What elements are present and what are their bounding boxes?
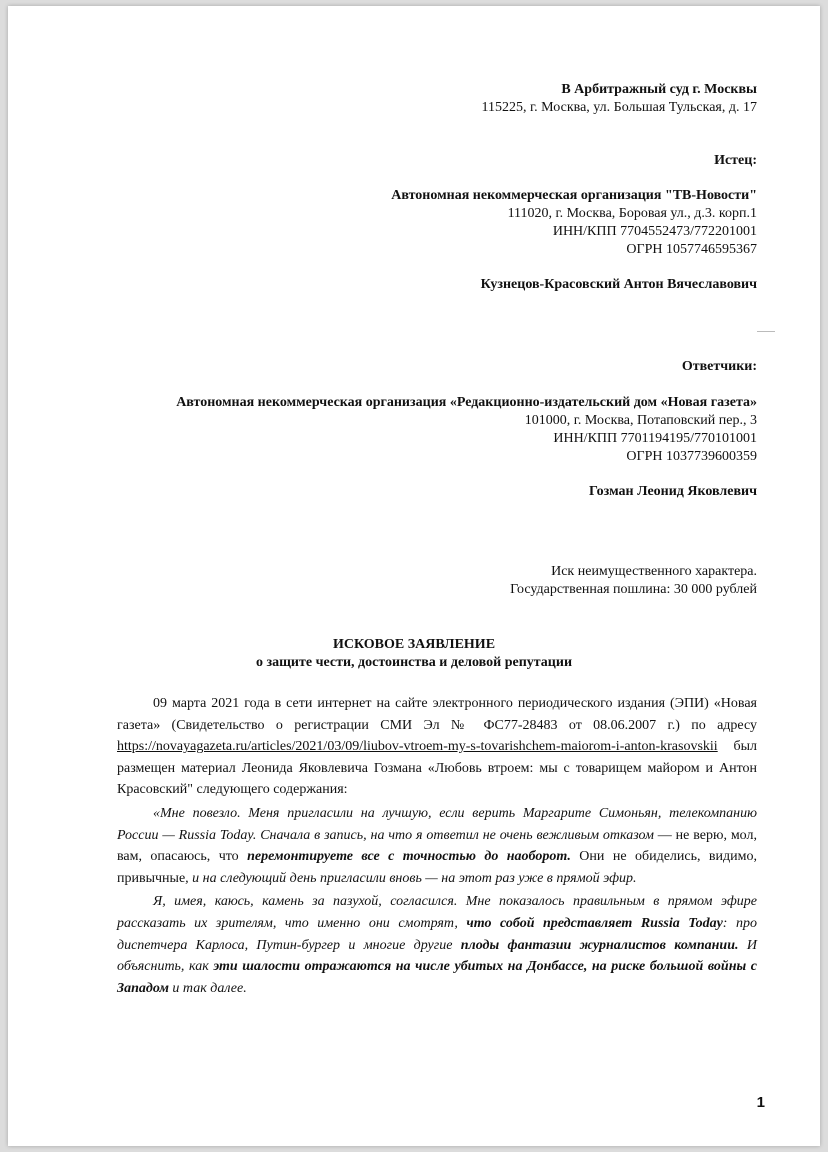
quote-text: , и на следующий день пригласили вновь — на этот раз уже в прямой эфир. (185, 870, 637, 886)
quote-paragraph-2 (117, 891, 757, 999)
plaintiff1-inn: ИНН/КПП 7704552473/772201001 (552, 224, 757, 239)
claim-type: Иск неимущественного характера. (551, 564, 757, 579)
plaintiff1-name: Автономная некоммерческая организация "ТВ-Новости" (391, 188, 757, 203)
court-address: 115225, г. Москва, ул. Большая Тульская, д. 17 (481, 100, 757, 115)
scan-mark (757, 331, 775, 332)
plaintiff1-ogrn: ОГРН 1057746595367 (626, 242, 757, 257)
paragraph-text: 09 марта 2021 года в сети интернет на сайте электронного периодического издания (ЭПИ) «Новая газета» (Свидетельство о регистрации СМИ Эл № ФС77-28483 от 08.06.2007 г.) по адресу (117, 696, 757, 733)
quote-paragraph-1 (117, 803, 757, 889)
plaintiffs-header: Истец: (714, 153, 757, 168)
state-fee: Государственная пошлина: 30 000 рублей (510, 582, 757, 597)
defendant1-inn: ИНН/КПП 7701194195/770101001 (553, 431, 757, 446)
court-name: В Арбитражный суд г. Москвы (561, 82, 757, 97)
quote-text: И объяснить, как (117, 937, 757, 975)
quote-text: Они не обиделись, видимо, привычные (117, 849, 757, 886)
defendant1-address: 101000, г. Москва, Потаповский пер., 3 (524, 413, 757, 428)
document-subtitle: о защите чести, достоинства и деловой репутации (255, 655, 573, 670)
quote-text: и так далее. (168, 980, 247, 996)
paragraph-text: был размещен материал Леонида Яковлевича Гозмана «Любовь втроем: мы с товарищем майором и Антон Красовский" следующего содержания: (117, 739, 757, 798)
document-title: ИСКОВОЕ ЗАЯВЛЕНИЕ (332, 637, 496, 652)
quote-emphasis: что собой представляет Russia Today (466, 915, 723, 931)
quote-emphasis: перемонтируете все с точностью до наоборот. (247, 849, 571, 865)
defendant1-name: Автономная некоммерческая организация «Редакционно-издательский дом «Новая газета» (176, 395, 757, 410)
plaintiff1-address: 111020, г. Москва, Боровая ул., д.3. корп.1 (507, 206, 757, 221)
plaintiff2-name: Кузнецов-Красовский Антон Вячеславович (480, 277, 757, 292)
quote-text: — не верю, мол, вам, опасаюсь, что (117, 827, 757, 865)
quote-text: «Мне повезло. Меня пригласили на лучшую, если верить Маргарите Симоньян, телекомпанию России — Russia Today. Сначала в запись, на что я ответил не очень вежливым отказом (117, 805, 757, 843)
article-link[interactable]: https://novayagazeta.ru/articles/2021/03/09/liubov-vtroem-my-s-tovarishchem-maiorom-i-anton-krasovskii (117, 739, 718, 755)
defendants-header: Ответчики: (681, 359, 757, 374)
page-number: 1 (756, 1094, 765, 1111)
quote-text: Я, имея, каюсь, камень за пазухой, согласился. Мне показалось правильным в прямом эфире рассказать их зрителям, что именно они смотрят, (117, 894, 757, 931)
document-page (8, 6, 820, 1146)
defendant1-ogrn: ОГРН 1037739600359 (626, 449, 757, 464)
quote-emphasis: плоды фантазии журналистов компании. (460, 937, 739, 953)
document-body (117, 693, 757, 999)
paragraph-intro (117, 693, 757, 801)
quote-text: : про диспетчера Карлоса, Путин-бургер и многие другие (117, 915, 757, 953)
defendant2-name: Гозман Леонид Яковлевич (589, 484, 757, 499)
quote-emphasis: эти шалости отражаются на числе убитых на Донбассе, на риске большой войны с Западом (117, 959, 758, 996)
